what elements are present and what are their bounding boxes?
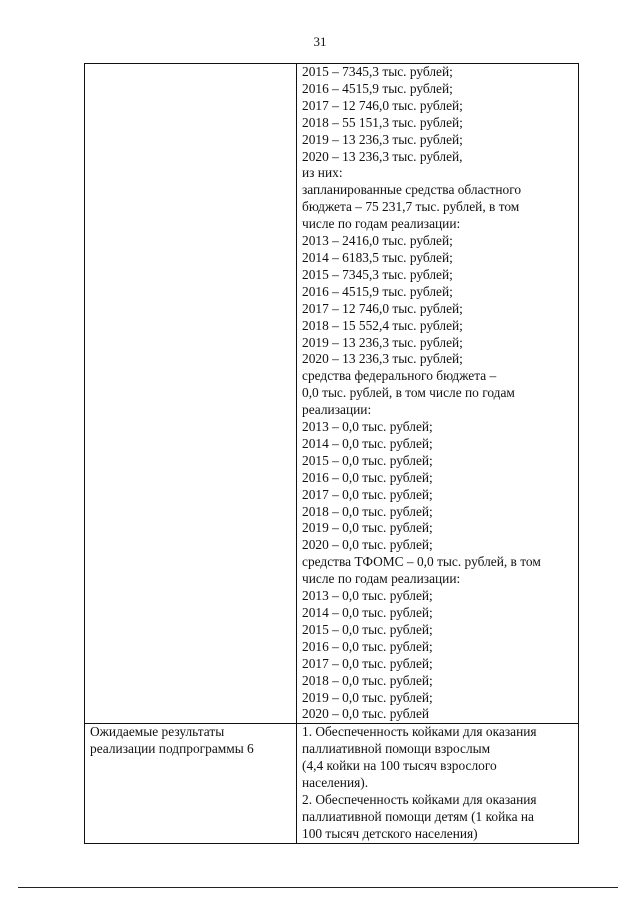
text-line: 2019 – 13 236,3 тыс. рублей; — [302, 131, 463, 147]
text-line: Ожидаемые результаты — [90, 724, 225, 740]
row-results-label-cell — [85, 724, 297, 843]
row-results-value-lines — [302, 724, 574, 842]
text-line: 2019 – 0,0 тыс. рублей; — [302, 689, 433, 705]
text-line: числе по годам реализации: — [302, 216, 461, 232]
text-line: бюджета – 75 231,7 тыс. рублей, в том — [302, 199, 520, 215]
text-line: 2014 – 0,0 тыс. рублей; — [302, 605, 433, 620]
text-line: 2014 – 6183,5 тыс. рублей; — [302, 249, 453, 265]
text-line: 2017 – 0,0 тыс. рублей; — [302, 655, 433, 671]
text-line: 2017 – 0,0 тыс. рублей; — [302, 486, 433, 502]
text-line: реализации подпрограммы 6 — [90, 741, 254, 757]
text-line: 2018 – 0,0 тыс. рублей; — [302, 672, 433, 688]
text-line: 2013 – 2416,0 тыс. рублей; — [302, 233, 453, 249]
text-line: числе по годам реализации: — [302, 571, 461, 587]
text-line: 0,0 тыс. рублей, в том числе по годам — [302, 385, 515, 401]
row-funding-value-cell — [297, 64, 579, 724]
text-line: средства федерального бюджета – — [302, 368, 497, 384]
text-line: из них: — [302, 165, 343, 181]
text-line: 2020 – 0,0 тыс. рублей — [302, 706, 430, 722]
row-funding-value-lines — [302, 64, 574, 723]
text-line: 2018 – 55 151,3 тыс. рублей; — [302, 114, 463, 130]
text-line: 2016 – 4515,9 тыс. рублей; — [302, 283, 453, 299]
text-line: 2014 – 0,0 тыс. рублей; — [302, 435, 433, 451]
text-line: 2018 – 0,0 тыс. рублей; — [302, 503, 433, 519]
text-line: паллиативной помощи детям (1 койка на — [302, 808, 534, 824]
text-line: 2020 – 13 236,3 тыс. рублей, — [302, 148, 463, 164]
text-line: 2018 – 15 552,4 тыс. рублей; — [302, 317, 463, 333]
text-line: 2020 – 13 236,3 тыс. рублей; — [302, 351, 463, 367]
text-line: 2016 – 0,0 тыс. рублей; — [302, 469, 433, 485]
page-number: 31 — [313, 34, 327, 49]
text-line: 2019 – 0,0 тыс. рублей; — [302, 520, 433, 536]
text-line: 2016 – 0,0 тыс. рублей; — [302, 638, 433, 654]
text-line: 2015 – 0,0 тыс. рублей; — [302, 452, 433, 468]
text-line: 2015 – 0,0 тыс. рублей; — [302, 621, 433, 637]
text-line: 2015 – 7345,3 тыс. рублей; — [302, 64, 453, 79]
text-line: 2015 – 7345,3 тыс. рублей; — [302, 266, 453, 282]
text-line: 2020 – 0,0 тыс. рублей; — [302, 537, 433, 553]
text-line: 2017 – 12 746,0 тыс. рублей; — [302, 300, 463, 316]
text-line: населения). — [302, 775, 369, 791]
table-row-funding — [85, 64, 579, 724]
text-line: 2017 – 12 746,0 тыс. рублей; — [302, 97, 463, 113]
text-line: 1. Обеспеченность койками для оказания — [302, 724, 537, 740]
text-line: 2019 – 13 236,3 тыс. рублей; — [302, 334, 463, 350]
text-line: 100 тысяч детского населения) — [302, 825, 478, 841]
text-line: паллиативной помощи взрослым — [302, 741, 491, 757]
subprogram-passport-table — [84, 63, 579, 844]
text-line: запланированные средства областного — [302, 182, 522, 198]
row-results-label-lines — [90, 724, 292, 758]
text-line: 2. Обеспеченность койками для оказания — [302, 791, 537, 807]
text-line: (4,4 койки на 100 тысяч взрослого — [302, 758, 497, 774]
text-line: 2016 – 4515,9 тыс. рублей; — [302, 80, 453, 96]
row-funding-label-cell — [85, 64, 297, 724]
text-line: 2013 – 0,0 тыс. рублей; — [302, 419, 433, 435]
bottom-rule — [18, 887, 618, 888]
text-line: средства ТФОМС – 0,0 тыс. рублей, в том — [302, 554, 541, 570]
table-row-expected-results — [85, 724, 579, 843]
text-line: реализации: — [302, 402, 372, 418]
row-results-value-cell — [297, 724, 579, 843]
text-line: 2013 – 0,0 тыс. рублей; — [302, 588, 433, 604]
